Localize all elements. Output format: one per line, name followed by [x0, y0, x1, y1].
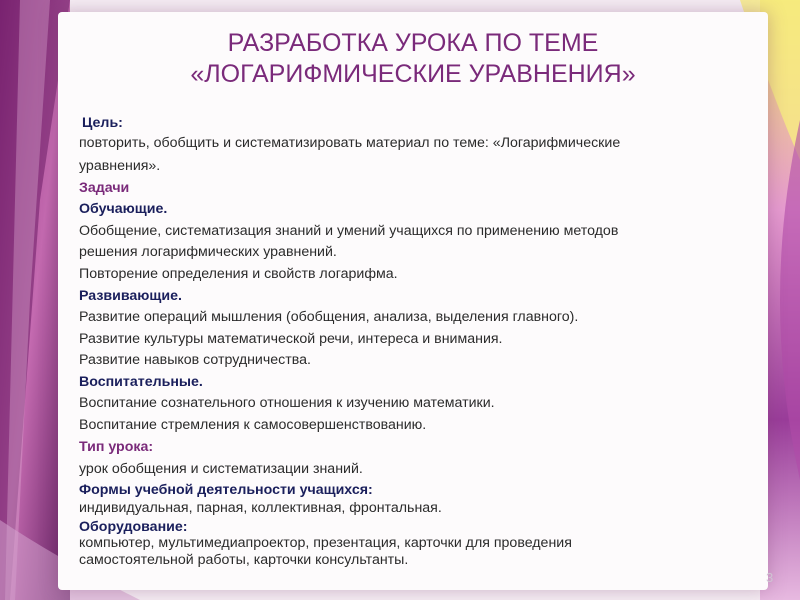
goal-text-line-1: повторить, обобщить и систематизировать материал по теме: «Логарифмические [79, 135, 621, 151]
equipment-line-2: самостоятельной работы, карточки консультанты. [79, 552, 409, 568]
educational-line-2: решения логарифмических уравнений. [79, 244, 337, 260]
upbringing-line-1: Воспитание сознательного отношения к изучению математики. [79, 395, 495, 411]
upbringing-heading: Воспитательные. [79, 374, 203, 390]
developing-line-2: Развитие культуры математической речи, интереса и внимания. [79, 331, 503, 347]
title-line-2: «ЛОГАРИФМИЧЕСКИЕ УРАВНЕНИЯ» [190, 60, 636, 88]
developing-line-3: Развитие навыков сотрудничества. [79, 352, 311, 368]
page-number: 3 [766, 570, 774, 585]
forms-heading: Формы учебной деятельности учащихся: [79, 482, 373, 498]
equipment-heading: Оборудование: [79, 519, 188, 535]
educational-line-1: Обобщение, систематизация знаний и умений учащихся по применению методов [79, 223, 619, 239]
tasks-heading: Задачи [79, 180, 130, 196]
title-line-1: РАЗРАБОТКА УРОКА ПО ТЕМЕ [227, 29, 599, 57]
lesson-type-text: урок обобщения и систематизации знаний. [79, 461, 363, 477]
educational-line-3: Повторение определения и свойств логарифма. [79, 266, 398, 282]
lesson-type-heading: Тип урока: [79, 439, 154, 455]
goal-text-line-2: уравнения». [79, 158, 161, 174]
equipment-line-1: компьютер, мультимедиапроектор, презентация, карточки для проведения [79, 535, 572, 551]
developing-heading: Развивающие. [79, 288, 182, 304]
upbringing-line-2: Воспитание стремления к самосовершенствованию. [79, 417, 427, 433]
goal-heading: Цель: [82, 115, 123, 131]
forms-text: индивидуальная, парная, коллективная, фронтальная. [79, 500, 442, 516]
developing-line-1: Развитие операций мышления (обобщения, анализа, выделения главного). [79, 309, 579, 325]
educational-heading: Обучающие. [79, 201, 168, 217]
